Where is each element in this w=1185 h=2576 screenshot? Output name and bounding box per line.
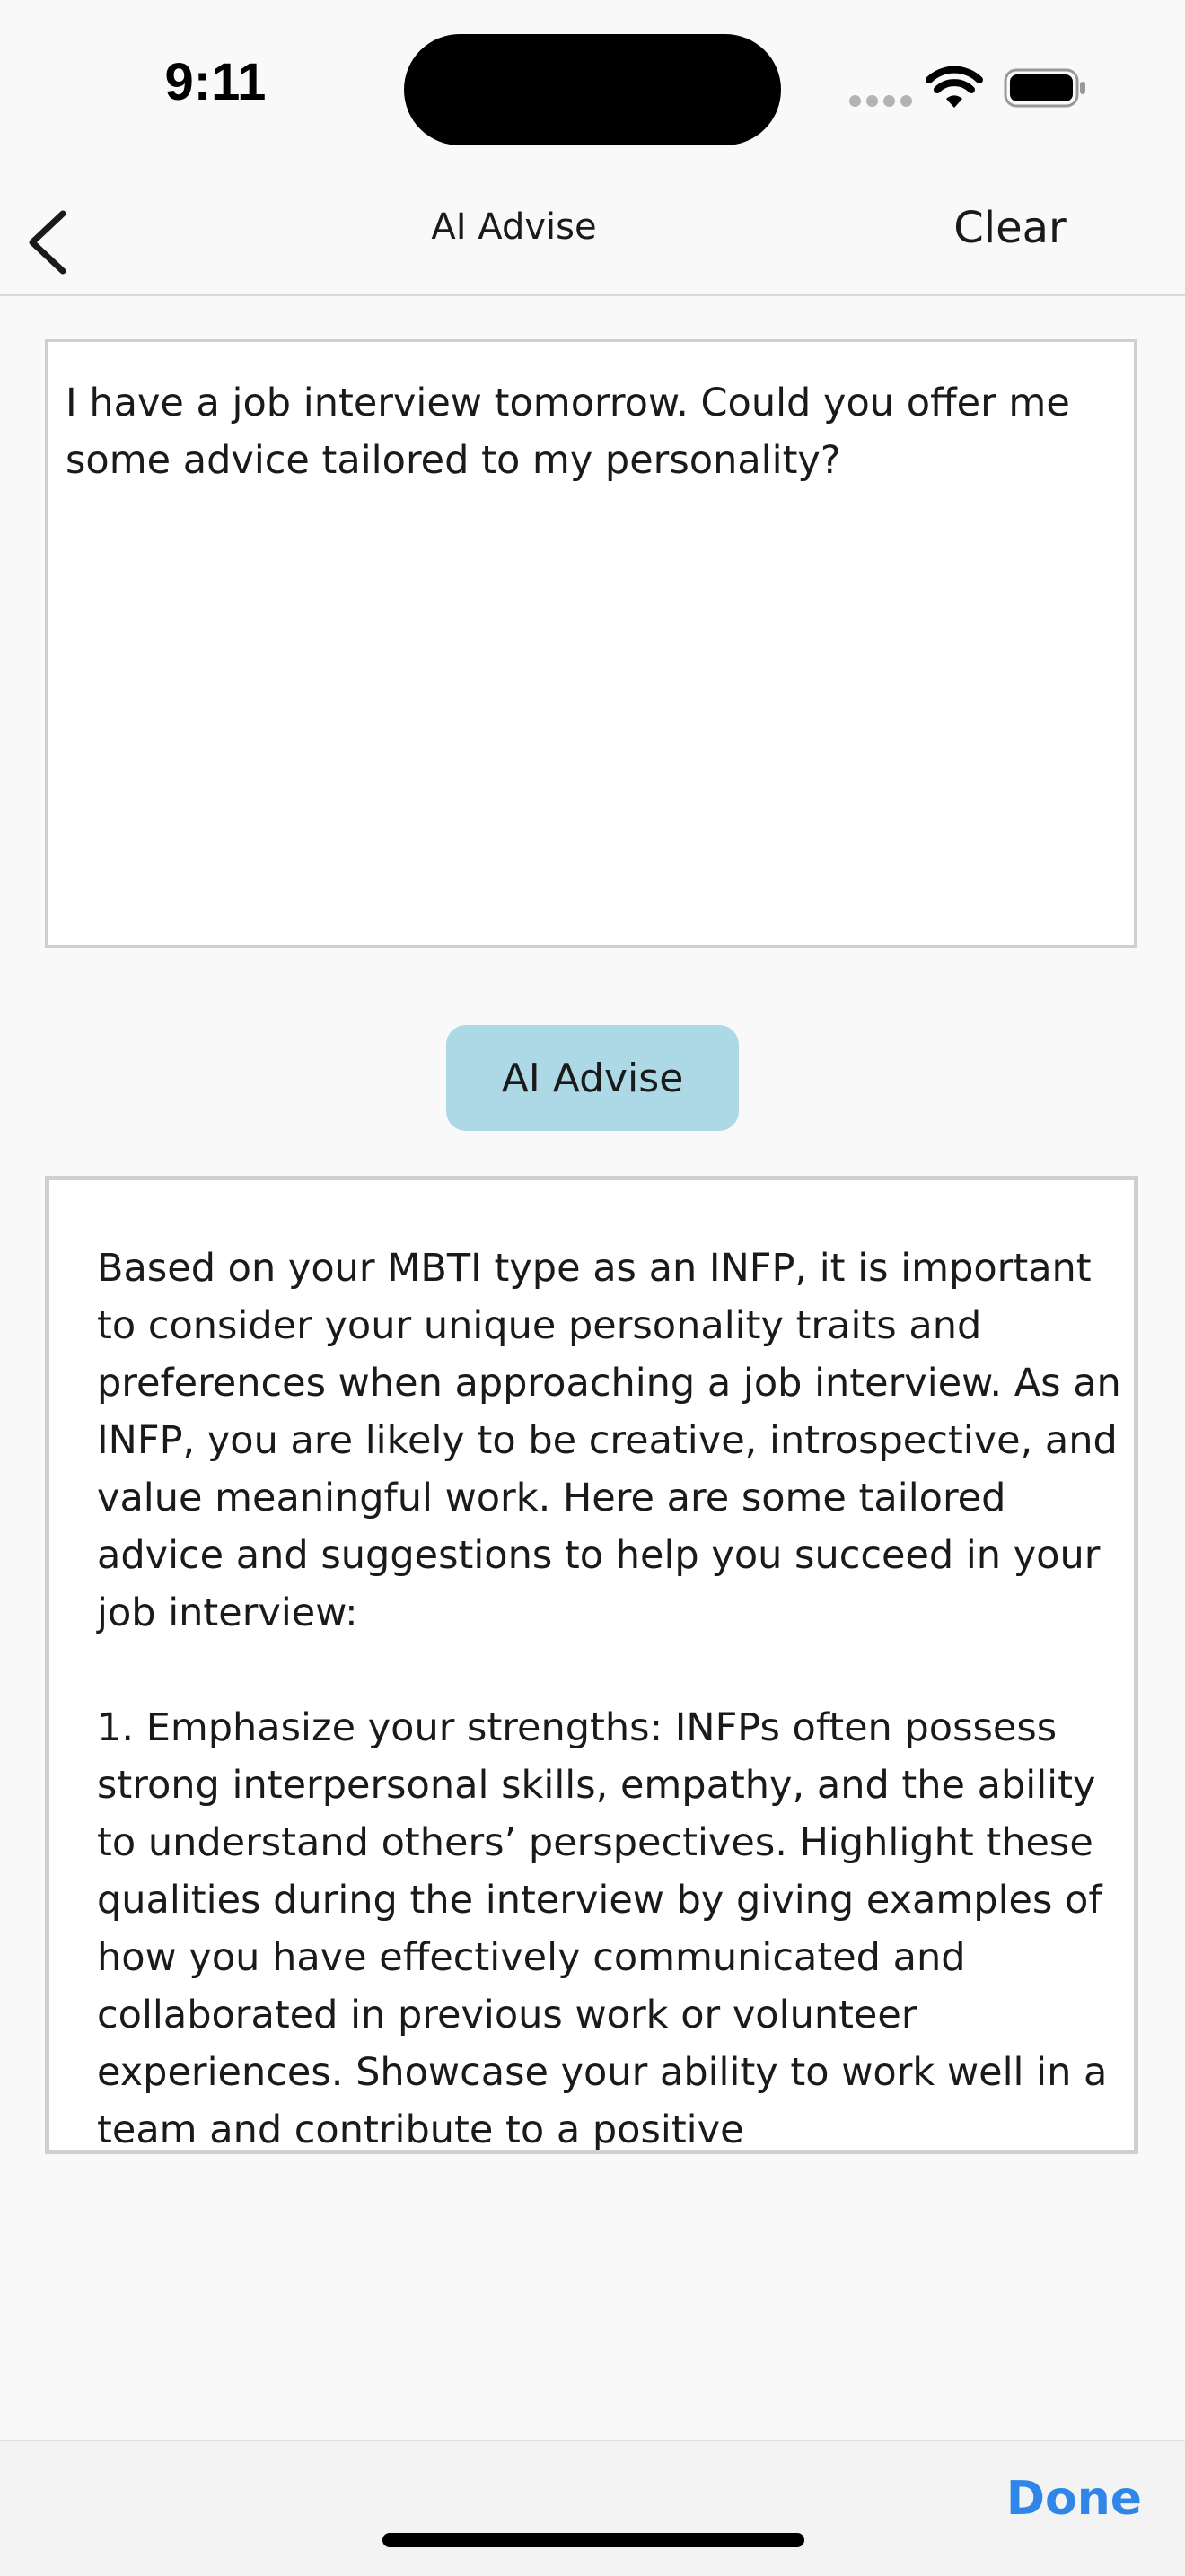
response-box[interactable]: [45, 1176, 1138, 2154]
done-button[interactable]: Done: [1005, 2472, 1142, 2526]
question-input[interactable]: I have a job interview tomorrow. Could you offer me some advice tailored to my personality?: [45, 339, 1137, 948]
page-title: AI Advise: [431, 206, 597, 248]
keyboard-accessory-bar: [0, 2440, 1185, 2576]
back-button[interactable]: [18, 196, 90, 276]
ai-advise-button[interactable]: AI Advise: [446, 1025, 739, 1131]
chevron-left-icon: [18, 196, 90, 276]
status-bar: [0, 0, 1185, 180]
wifi-icon: [925, 66, 984, 111]
navigation-bar: [0, 180, 1185, 296]
status-time: 9:11: [164, 53, 267, 111]
response-text: Based on your MBTI type as an INFP, it is important to consider your unique personality traits and preferences when approaching a job interview. As an INFP, you are likely to be creative, introspective, and value meaningful work. Here are some tailored advice and suggestions to help you succeed in your job interview: 1. Emphasize your strengths: INFPs often possess strong interpersonal skills, empathy, and the ability to understand others’ perspectives. Highlight these qualities during the interview by giving examples of how you have effectively communicated and collaborated in previous work or volunteer experiences. Showcase your ability to work well in a team and contribute to a positive: [97, 1246, 1121, 2152]
clear-button[interactable]: Clear: [934, 203, 1086, 253]
battery-icon: [1004, 68, 1086, 108]
signal-dots-icon: [849, 95, 912, 108]
home-indicator[interactable]: [382, 2533, 804, 2547]
dynamic-island: [404, 34, 781, 145]
